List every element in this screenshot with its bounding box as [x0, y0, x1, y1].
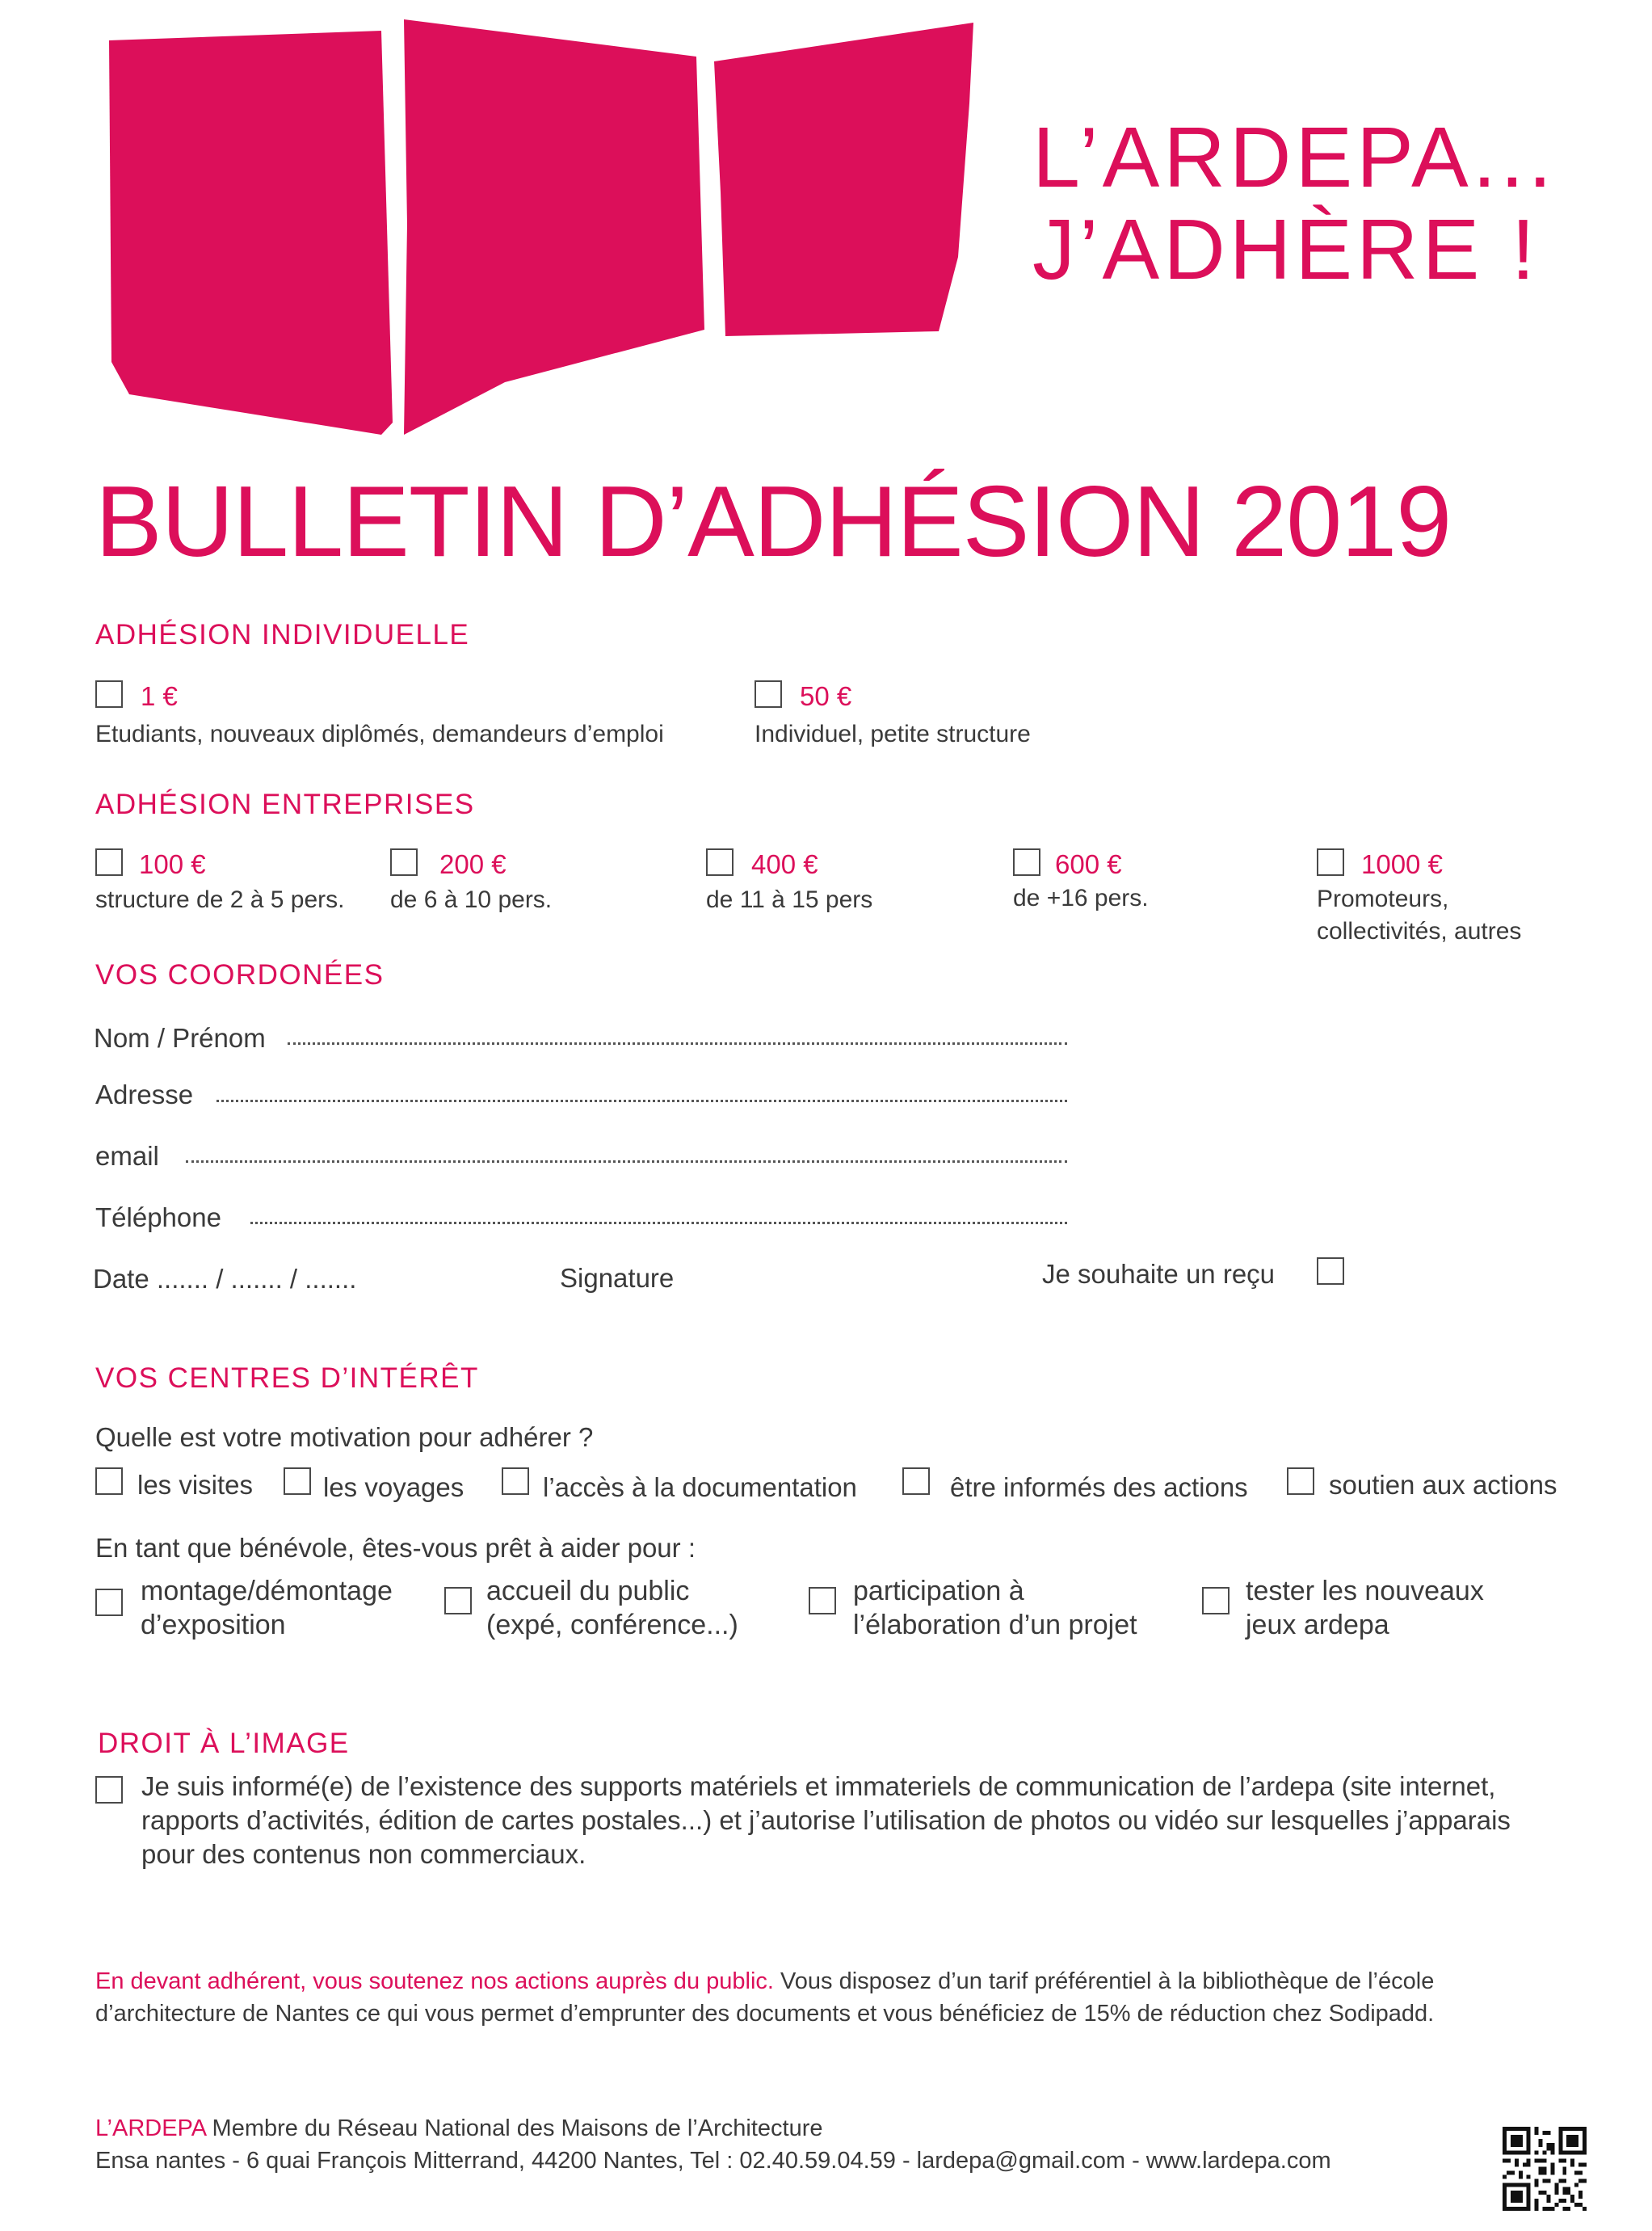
volunteer-montage-label — [141, 1574, 393, 1642]
signature-label: Signature — [560, 1263, 675, 1293]
desc-business-600: de +16 pers. — [1013, 885, 1149, 911]
motivation-informes-label: être informés des actions — [950, 1472, 1248, 1502]
price-business-400: 400 € — [751, 849, 818, 879]
checkbox-business-100[interactable] — [95, 848, 123, 876]
desc-business-200: de 6 à 10 pers. — [390, 886, 553, 913]
price-business-200: 200 € — [439, 849, 507, 879]
checkbox-volunteer-montage[interactable] — [95, 1589, 123, 1616]
volunteer-participation-label — [853, 1574, 1137, 1642]
benefits-paragraph — [95, 1965, 1557, 2030]
checkbox-image-rights[interactable] — [95, 1776, 123, 1804]
checkbox-motivation-documentation[interactable] — [502, 1467, 529, 1495]
section-business-heading: ADHÉSION ENTREPRISES — [95, 789, 475, 820]
address-label: Adresse — [95, 1080, 194, 1109]
section-image-rights-heading: DROIT À L’IMAGE — [98, 1728, 350, 1759]
phone-field[interactable] — [250, 1222, 1067, 1224]
price-business-100: 100 € — [139, 849, 206, 879]
tagline-line2: J’ADHÈRE ! — [1032, 202, 1540, 297]
motivation-voyages-label: les voyages — [323, 1472, 464, 1502]
date-field[interactable]: Date ....... / ....... / ....... — [93, 1264, 357, 1294]
benefits-text: Vous disposez d’un tarif préférentiel à la bibliothèque de l’école d’architecture de Nantes ce qui vous permet d’emprunter des documents et vous bénéficiez de 15% de réduction chez Sodipadd. — [95, 1968, 1435, 2027]
volunteer-question: En tant que bénévole, êtes-vous prêt à aider pour : — [95, 1533, 696, 1563]
checkbox-volunteer-accueil[interactable] — [444, 1587, 472, 1614]
checkbox-business-400[interactable] — [706, 848, 734, 876]
footer-member-line — [95, 2112, 823, 2145]
checkbox-motivation-visites[interactable] — [95, 1467, 123, 1495]
checkbox-individual-2[interactable] — [755, 680, 782, 708]
price-business-600: 600 € — [1055, 849, 1122, 879]
name-field[interactable] — [288, 1042, 1067, 1045]
desc-business-1000: Promoteurs, collectivités, autres — [1317, 886, 1522, 945]
volunteer-accueil-line1: accueil du public — [486, 1576, 690, 1606]
motivation-soutien-label: soutien aux actions — [1329, 1470, 1557, 1500]
volunteer-montage-line1: montage/démontage — [141, 1576, 393, 1606]
name-label: Nom / Prénom — [94, 1023, 266, 1053]
address-field[interactable] — [216, 1100, 1067, 1102]
motivation-documentation-label: l’accès à la documentation — [543, 1472, 857, 1502]
checkbox-business-1000[interactable] — [1317, 848, 1344, 876]
benefits-highlight: En devant adhérent, vous soutenez nos actions auprès du public. — [95, 1968, 774, 1994]
checkbox-motivation-informes[interactable] — [902, 1467, 930, 1495]
checkbox-motivation-voyages[interactable] — [284, 1467, 311, 1495]
volunteer-participation-line1: participation à — [853, 1576, 1024, 1606]
checkbox-receipt[interactable] — [1317, 1257, 1344, 1285]
checkbox-motivation-soutien[interactable] — [1287, 1467, 1314, 1495]
checkbox-business-600[interactable] — [1013, 848, 1040, 876]
checkbox-volunteer-tester[interactable] — [1202, 1587, 1230, 1614]
ardepa-logo — [97, 15, 994, 443]
footer-brand: L’ARDEPA — [95, 2115, 206, 2141]
volunteer-tester-label — [1246, 1574, 1484, 1642]
price-business-1000: 1000 € — [1361, 849, 1443, 879]
price-individual-1: 1 € — [141, 681, 178, 711]
desc-business-400: de 11 à 15 pers — [706, 886, 873, 913]
email-label: email — [95, 1141, 159, 1171]
volunteer-tester-line1: tester les nouveaux — [1246, 1576, 1484, 1606]
section-individual-heading: ADHÉSION INDIVIDUELLE — [95, 619, 470, 650]
email-field[interactable] — [186, 1160, 1067, 1163]
desc-business-100: structure de 2 à 5 pers. — [95, 886, 345, 913]
phone-label: Téléphone — [95, 1202, 221, 1232]
volunteer-montage-line2: d’exposition — [141, 1610, 286, 1640]
qr-code-icon — [1503, 2127, 1587, 2211]
desc-individual-1: Etudiants, nouveaux diplômés, demandeurs d’emploi — [95, 721, 664, 747]
checkbox-volunteer-participation[interactable] — [809, 1587, 836, 1614]
tagline-line1: L’ARDEPA... — [1032, 110, 1557, 205]
volunteer-accueil-line2: (expé, conférence...) — [486, 1610, 738, 1640]
motivation-visites-label: les visites — [137, 1470, 254, 1500]
checkbox-individual-1[interactable] — [95, 680, 123, 708]
volunteer-accueil-label — [486, 1574, 738, 1642]
volunteer-participation-line2: l’élaboration d’un projet — [853, 1610, 1137, 1640]
image-rights-text: Je suis informé(e) de l’existence des supports matériels et immateriels de communication de l’ardepa (site internet, rapports d’activités, édition de cartes postales...) et j’autorise l’utilisation de photos ou vidéo sur lesquelles j’apparais pour des contenus non commerciaux. — [141, 1771, 1511, 1869]
checkbox-business-200[interactable] — [390, 848, 418, 876]
receipt-label: Je souhaite un reçu — [1042, 1259, 1276, 1289]
desc-individual-2: Individuel, petite structure — [755, 721, 1031, 747]
page-title: BULLETIN D’ADHÉSION 2019 — [95, 466, 1452, 578]
footer-member-text: Membre du Réseau National des Maisons de l’Architecture — [205, 2115, 823, 2141]
volunteer-tester-line2: jeux ardepa — [1246, 1610, 1389, 1640]
footer-address: Ensa nantes - 6 quai François Mitterrand, 44200 Nantes, Tel : 02.40.59.04.59 - lardepa@gmail.com - www.lardepa.com — [95, 2148, 1331, 2174]
price-individual-2: 50 € — [800, 681, 852, 711]
section-contact-heading: VOS COORDONÉES — [95, 959, 385, 991]
section-interests-heading: VOS CENTRES D’INTÉRÊT — [95, 1362, 479, 1394]
motivation-question: Quelle est votre motivation pour adhérer ? — [95, 1422, 594, 1452]
